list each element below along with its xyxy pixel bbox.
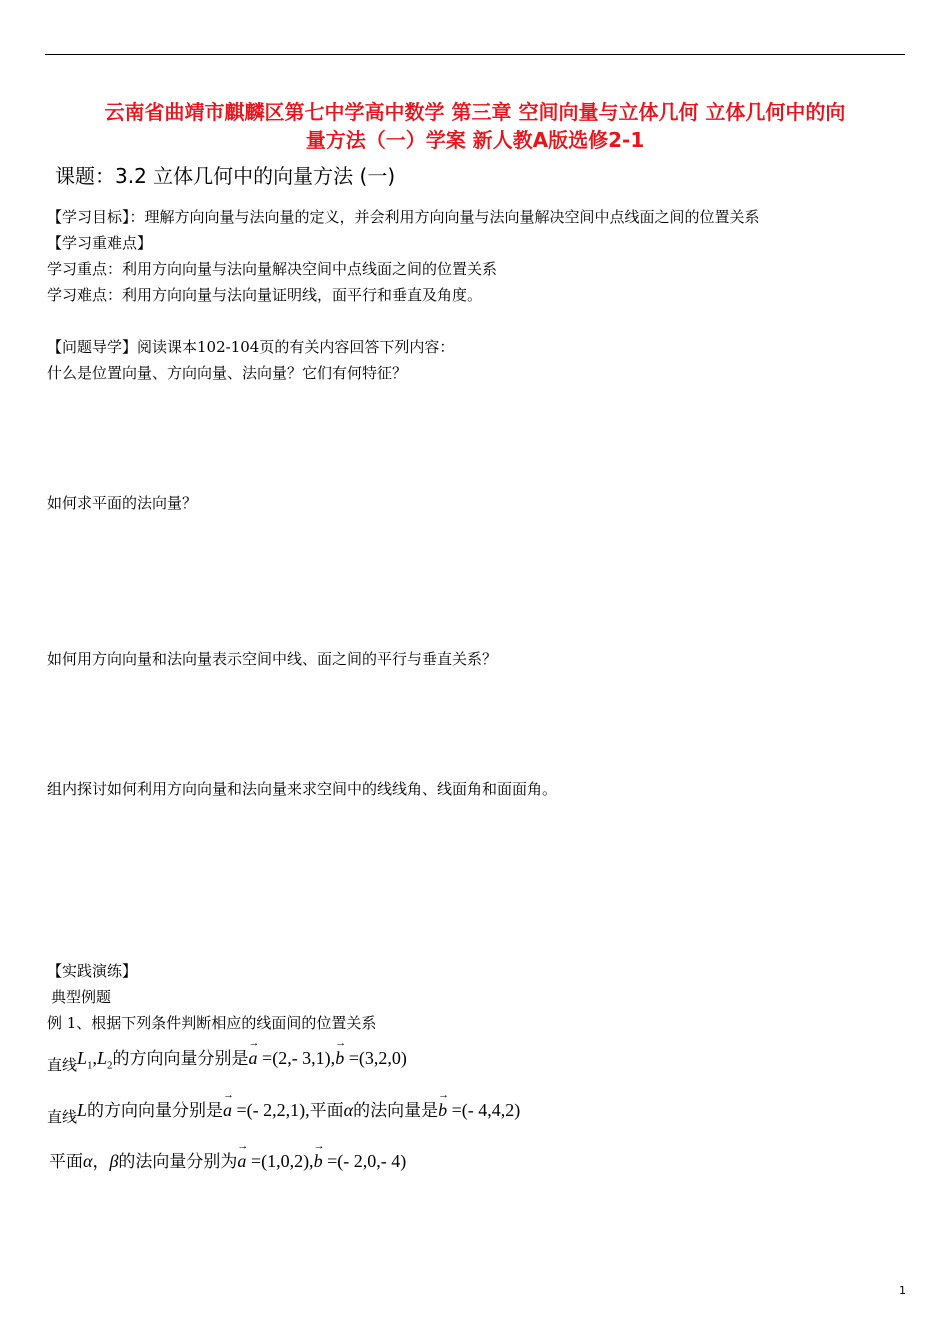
item3-a-value: =(1,0,2), <box>246 1151 314 1171</box>
guide-question-3: 如何用方向向量和法向量表示空间中线、面之间的平行与垂直关系？ <box>47 650 498 668</box>
item3-beta: β <box>109 1151 119 1171</box>
item1-sub2: 2 <box>107 1059 113 1072</box>
example-item-1 <box>47 1044 407 1075</box>
item3-text1: 平面 <box>49 1152 83 1172</box>
guide-question-2: 如何求平面的法向量？ <box>47 494 198 512</box>
item3-vector-b: → b <box>314 1151 323 1172</box>
item1-a-value: =(2,- 3,1), <box>257 1048 336 1068</box>
item3-b-value: =(- 2,0,- 4) <box>322 1151 407 1171</box>
item2-a-value: =(- 2,2,1), <box>232 1100 310 1120</box>
item2-prefix: 直线 <box>47 1108 78 1126</box>
guide-question-1: 什么是位置向量、方向向量、法向量？它们有何特征？ <box>47 364 408 382</box>
item1-b-value: =(3,2,0) <box>344 1048 407 1068</box>
item2-vector-a: → a <box>223 1100 232 1121</box>
key-difficult-header: 【学习重难点】 <box>47 234 153 252</box>
example-1: 例 1、根据下列条件判断相应的线面间的位置关系 <box>47 1014 377 1032</box>
item2-l: L <box>77 1100 88 1120</box>
guide-header: 【问题导学】阅读课本102-104页的有关内容回答下列内容： <box>47 338 455 356</box>
item2-alpha: α <box>343 1100 354 1120</box>
item1-prefix: 直线 <box>47 1056 78 1074</box>
example-item-3 <box>49 1147 406 1172</box>
practice-header: 【实践演练】 <box>47 962 138 980</box>
example-item-2 <box>47 1096 520 1127</box>
item1-sub1: 1 <box>87 1059 93 1072</box>
item3-sep: ， <box>92 1152 110 1172</box>
typical-examples: 典型例题 <box>51 988 112 1006</box>
item1-text: 的方向向量分别是 <box>112 1049 249 1069</box>
item1-vector-b: → b <box>335 1048 344 1069</box>
document-title <box>45 98 905 154</box>
key-point: 学习重点：利用方向向量与法向量解决空间中点线面之间的位置关系 <box>47 260 498 278</box>
page-number: 1 <box>899 1284 906 1297</box>
item2-b-value: =(- 4,4,2) <box>447 1100 521 1120</box>
item1-l2: L <box>97 1048 108 1068</box>
item1-comma: , <box>92 1048 98 1068</box>
guide-question-4: 组内探讨如何利用方向向量和法向量来求空间中的线线角、线面角和面面角。 <box>47 780 558 798</box>
item3-text2: 的法向量分别为 <box>118 1152 238 1172</box>
title-line-2: 量方法（一）学案 新人教A版选修2-1 <box>305 128 645 152</box>
header-rule <box>45 54 905 55</box>
item2-text1: 的方向向量分别是 <box>87 1101 224 1121</box>
item2-text2: 平面 <box>309 1101 344 1121</box>
item1-vector-a: → a <box>249 1048 258 1069</box>
lesson-subject: 课题：3.2 立体几何中的向量方法 (一) <box>55 164 396 188</box>
item3-alpha: α <box>83 1151 93 1171</box>
item2-text3: 的法向量是 <box>353 1101 439 1121</box>
item3-vector-a: → a <box>237 1151 246 1172</box>
learning-objective: 【学习目标】：理解方向向量与法向量的定义，并会利用方向向量与法向量解决空间中点线面之间的位置关系 <box>47 208 760 226</box>
title-line-1: 云南省曲靖市麒麟区第七中学高中数学 第三章 空间向量与立体几何 立体几何中的向 <box>104 100 846 124</box>
difficulty-point: 学习难点：利用方向向量与法向量证明线，面平行和垂直及角度。 <box>47 286 483 304</box>
item1-l1: L <box>77 1048 88 1068</box>
item2-vector-b: → b <box>438 1100 447 1121</box>
